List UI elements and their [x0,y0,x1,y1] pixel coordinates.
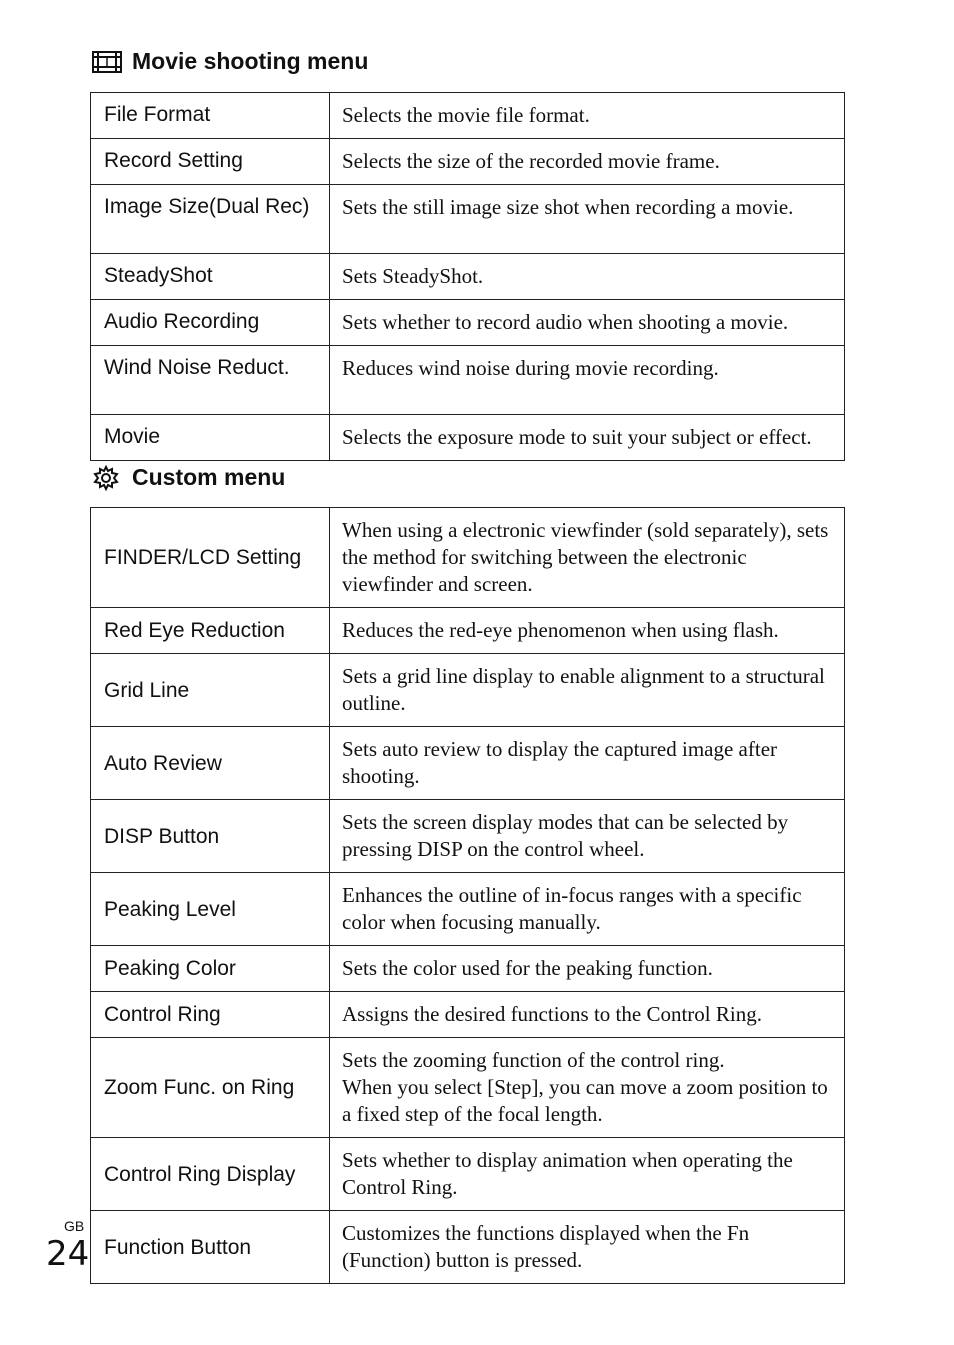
menu-item-description: Sets whether to record audio when shooting a movie. [330,300,845,346]
table-row [91,300,845,346]
menu-item-name: Grid Line [91,654,330,727]
table-row [91,415,845,461]
menu-item-name: Peaking Level [91,873,330,946]
menu-item-name: Wind Noise Reduct. [91,346,330,415]
menu-item-description: Selects the movie file format. [330,93,845,139]
menu-item-name: Movie [91,415,330,461]
menu-item-name: DISP Button [91,800,330,873]
table-row [91,873,845,946]
menu-item-description: Selects the size of the recorded movie frame. [330,139,845,185]
region-code: GB [64,1218,85,1234]
menu-item-description: Reduces the red-eye phenomenon when using flash. [330,608,845,654]
menu-item-description: Sets a grid line display to enable alignment to a structural outline. [330,654,845,727]
table-row [91,992,845,1038]
menu-item-name: Zoom Func. on Ring [91,1038,330,1138]
menu-item-name: Red Eye Reduction [91,608,330,654]
menu-item-name: Auto Review [91,727,330,800]
menu-item-description: Assigns the desired functions to the Control Ring. [330,992,845,1038]
menu-item-name: SteadyShot [91,254,330,300]
menu-item-description: Sets auto review to display the captured image after shooting. [330,727,845,800]
table-row [91,946,845,992]
table-row [91,1038,845,1138]
menu-item-description: Customizes the functions displayed when the Fn (Function) button is pressed. [330,1211,845,1284]
menu-item-description: When using a electronic viewfinder (sold separately), sets the method for switching between the electronic viewfinder and screen. [330,508,845,608]
menu-item-name: Control Ring Display [91,1138,330,1211]
menu-item-name: Control Ring [91,992,330,1038]
table-row [91,93,845,139]
table-row [91,654,845,727]
movie-menu-table [90,92,845,461]
menu-item-name: FINDER/LCD Setting [91,508,330,608]
film-strip-icon [92,49,124,75]
menu-item-name: Peaking Color [91,946,330,992]
menu-item-description: Sets whether to display animation when operating the Control Ring. [330,1138,845,1211]
menu-item-name: Function Button [91,1211,330,1284]
table-row [91,346,845,415]
section-title: Movie shooting menu [132,48,369,74]
menu-item-description: Sets the screen display modes that can be selected by pressing DISP on the control wheel. [330,800,845,873]
page-number: 24 [46,1234,90,1274]
menu-item-name: Record Setting [91,139,330,185]
menu-item-name: Image Size(Dual Rec) [91,185,330,254]
table-row [91,508,845,608]
menu-item-description: Reduces wind noise during movie recording. [330,346,845,415]
menu-item-description: Enhances the outline of in-focus ranges with a specific color when focusing manually. [330,873,845,946]
menu-item-description: Selects the exposure mode to suit your subject or effect. [330,415,845,461]
table-row [91,185,845,254]
table-row [91,608,845,654]
menu-item-description: Sets the zooming function of the control ring. When you select [Step], you can move a zoom position to a fixed step of the focal length. [330,1038,845,1138]
custom-menu-heading [92,464,285,491]
table-row [91,727,845,800]
menu-item-description: Sets the still image size shot when recording a movie. [330,185,845,254]
menu-item-description: Sets the color used for the peaking function. [330,946,845,992]
custom-menu-table [90,507,845,1284]
menu-item-name: Audio Recording [91,300,330,346]
menu-item-name: File Format [91,93,330,139]
menu-item-description: Sets SteadyShot. [330,254,845,300]
table-row [91,1211,845,1284]
table-row [91,254,845,300]
section-title: Custom menu [132,464,286,490]
table-row [91,800,845,873]
movie-menu-heading [92,48,368,75]
gear-icon [92,465,124,491]
table-row [91,1138,845,1211]
table-row [91,139,845,185]
